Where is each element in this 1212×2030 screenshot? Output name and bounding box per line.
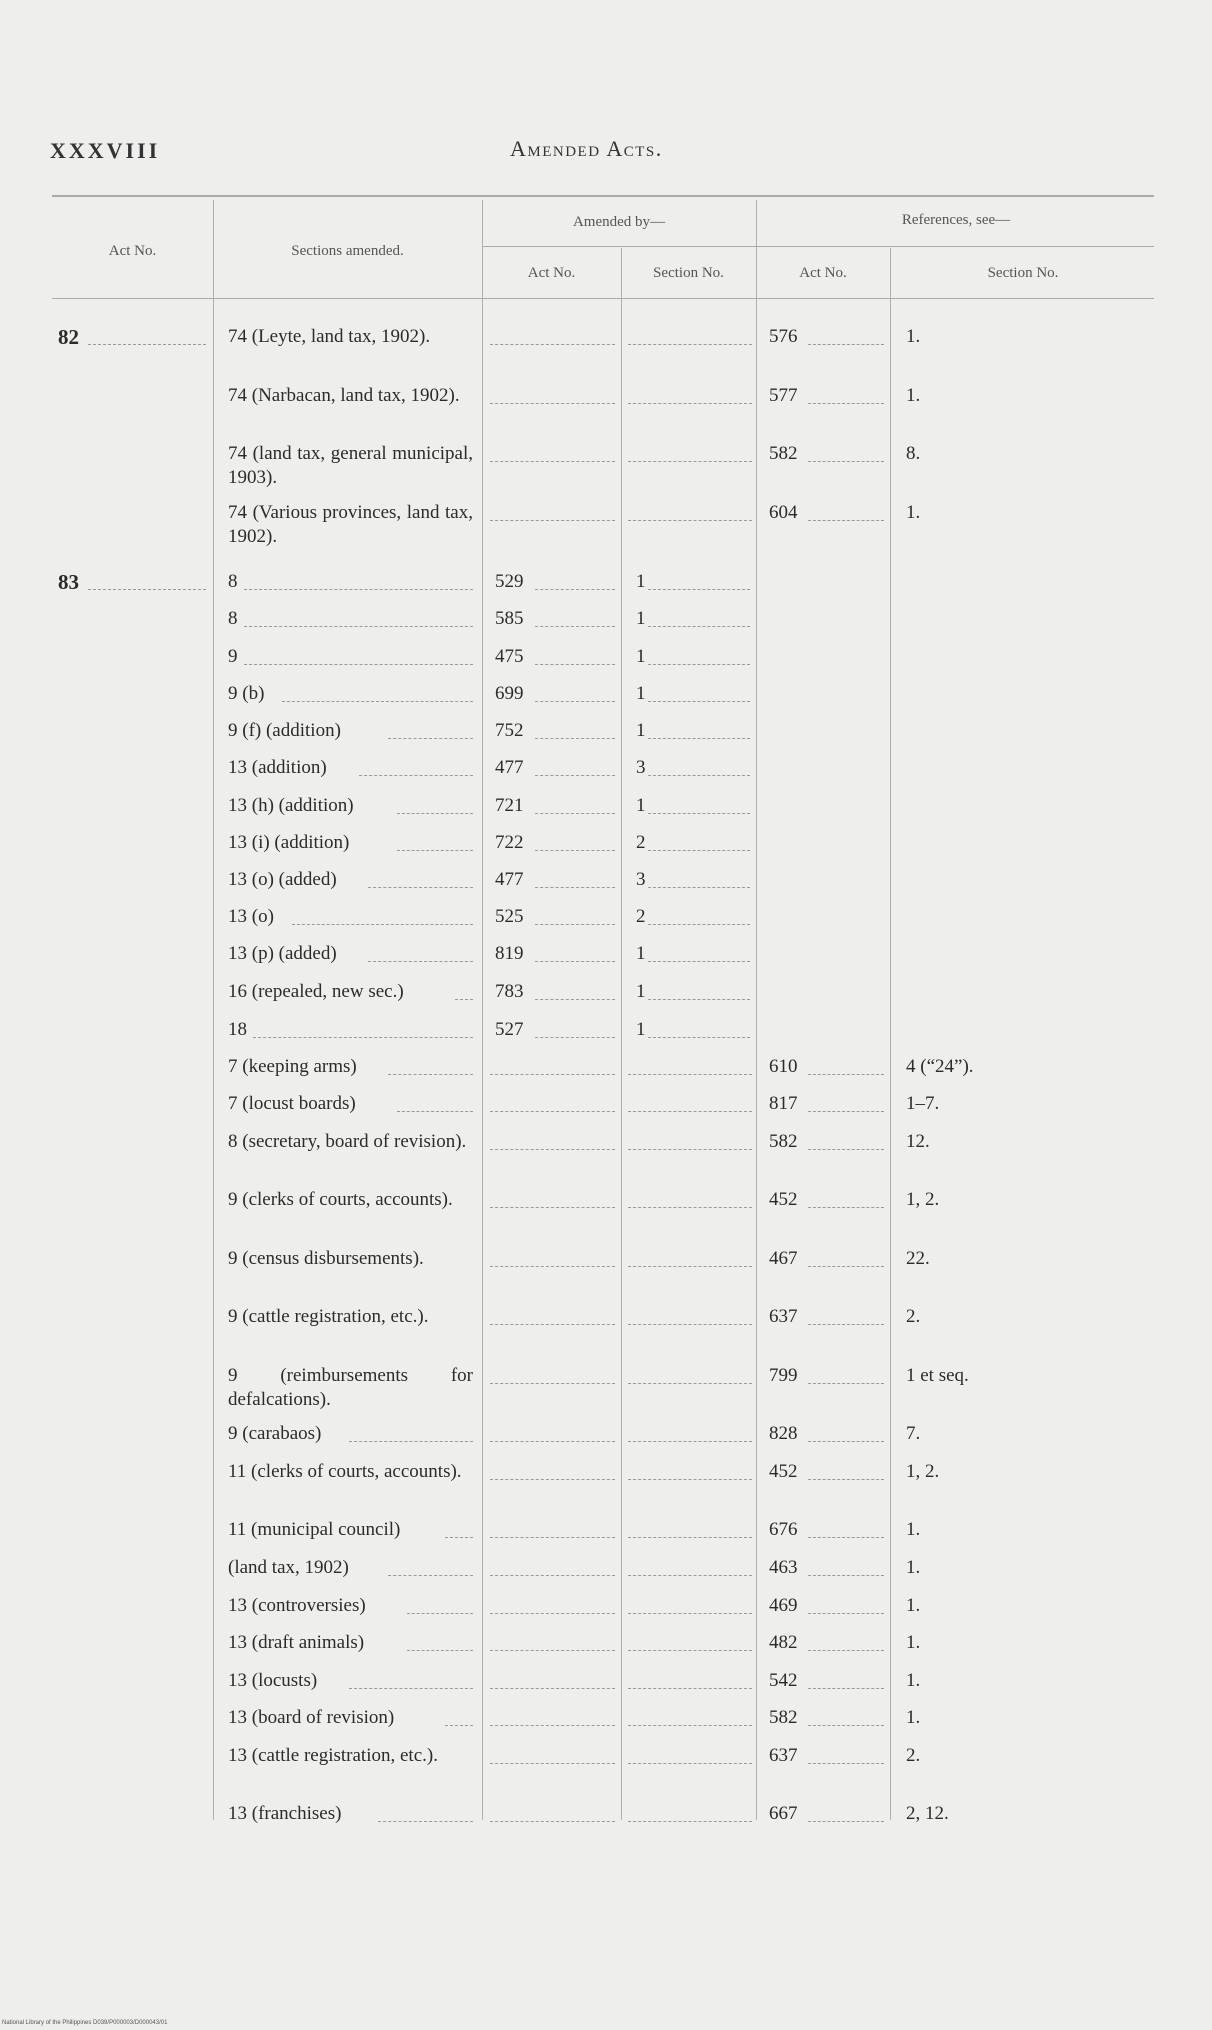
- amended-by-section-cell: 1: [636, 608, 646, 629]
- dot-leader: [490, 1688, 615, 1689]
- dot-leader: [490, 1441, 615, 1442]
- reference-act-cell: 452: [769, 1189, 798, 1210]
- dot-leader: [88, 589, 206, 590]
- dot-leader: [628, 1650, 752, 1651]
- dot-leader: [628, 1149, 752, 1150]
- header-act-no: Act No.: [108, 243, 157, 259]
- amended-by-section-cell: 2: [636, 906, 646, 927]
- dot-leader: [397, 813, 473, 814]
- reference-section-cell: 1.: [906, 326, 921, 347]
- footer-credit: National Library of the Philippines D039/P000003/D000043/01: [2, 2020, 168, 2026]
- amended-by-section-cell: 3: [636, 869, 646, 890]
- col-divider: [482, 200, 483, 1820]
- dot-leader: [808, 1383, 884, 1384]
- dot-leader: [490, 344, 615, 345]
- dot-leader: [808, 1725, 884, 1726]
- dot-leader: [490, 1207, 615, 1208]
- reference-section-cell: 1.: [906, 1707, 921, 1728]
- dot-leader: [648, 887, 750, 888]
- dot-leader: [535, 775, 615, 776]
- amended-by-act-cell: 699: [495, 683, 524, 704]
- dot-leader: [648, 589, 750, 590]
- dot-leader: [628, 1111, 752, 1112]
- header-references-section-no: Section No.: [987, 265, 1059, 281]
- reference-section-cell: 1.: [906, 502, 921, 523]
- section-amended-cell: 9 (carabaos): [228, 1423, 322, 1444]
- section-amended-cell: 9: [228, 646, 238, 667]
- amended-by-act-cell: 722: [495, 832, 524, 853]
- dot-leader: [628, 1074, 752, 1075]
- reference-act-cell: 542: [769, 1670, 798, 1691]
- dot-leader: [808, 1074, 884, 1075]
- amended-by-act-cell: 529: [495, 571, 524, 592]
- section-amended-cell: 74 (Leyte, land tax, 1902).: [228, 326, 431, 347]
- dot-leader: [628, 1207, 752, 1208]
- reference-act-cell: 828: [769, 1423, 798, 1444]
- section-amended-cell: 7 (keeping arms): [228, 1056, 357, 1077]
- dot-leader: [490, 1111, 615, 1112]
- reference-section-cell: 2, 12.: [906, 1803, 949, 1824]
- dot-leader: [648, 701, 750, 702]
- dot-leader: [808, 403, 884, 404]
- dot-leader: [628, 403, 752, 404]
- section-amended-cell: 74 (Narbacan, land tax, 1902).: [228, 385, 460, 406]
- section-amended-cell: 13 (cattle registration, etc.).: [228, 1745, 438, 1766]
- dot-leader: [808, 1688, 884, 1689]
- dot-leader: [628, 1821, 752, 1822]
- section-amended-cell: 13 (franchises): [228, 1803, 342, 1824]
- reference-section-cell: 1.: [906, 1557, 921, 1578]
- dot-leader: [808, 1821, 884, 1822]
- dot-leader: [628, 1613, 752, 1614]
- dot-leader: [388, 1575, 473, 1576]
- amended-by-act-cell: 752: [495, 720, 524, 741]
- subheader-rule: [482, 246, 1154, 247]
- dot-leader: [628, 1688, 752, 1689]
- amended-by-section-cell: 1: [636, 646, 646, 667]
- section-amended-cell: 8: [228, 608, 238, 629]
- table-header-rule: [52, 298, 1154, 299]
- amended-by-act-cell: 527: [495, 1019, 524, 1040]
- dot-leader: [648, 1037, 750, 1038]
- amended-by-act-cell: 475: [495, 646, 524, 667]
- dot-leader: [535, 589, 615, 590]
- dot-leader: [490, 403, 615, 404]
- dot-leader: [368, 961, 473, 962]
- reference-act-cell: 576: [769, 326, 798, 347]
- reference-act-cell: 799: [769, 1365, 798, 1386]
- reference-act-cell: 610: [769, 1056, 798, 1077]
- section-amended-cell: 13 (h) (addition): [228, 795, 354, 816]
- dot-leader: [648, 924, 750, 925]
- reference-section-cell: 1–7.: [906, 1093, 940, 1114]
- reference-act-cell: 667: [769, 1803, 798, 1824]
- reference-section-cell: 1.: [906, 1670, 921, 1691]
- reference-act-cell: 463: [769, 1557, 798, 1578]
- section-amended-cell: 7 (locust boards): [228, 1093, 356, 1114]
- section-amended-cell: 8: [228, 571, 238, 592]
- section-amended-cell: 13 (addition): [228, 757, 327, 778]
- dot-leader: [535, 850, 615, 851]
- dot-leader: [490, 1266, 615, 1267]
- table-top-rule: [52, 195, 1154, 197]
- amended-by-act-cell: 525: [495, 906, 524, 927]
- dot-leader: [648, 664, 750, 665]
- dot-leader: [535, 626, 615, 627]
- reference-act-cell: 582: [769, 443, 798, 464]
- reference-act-cell: 582: [769, 1707, 798, 1728]
- reference-section-cell: 1.: [906, 1519, 921, 1540]
- page-title: Amended Acts.: [510, 136, 663, 161]
- dot-leader: [628, 1479, 752, 1480]
- section-amended-cell: (land tax, 1902): [228, 1557, 349, 1578]
- dot-leader: [359, 775, 473, 776]
- header-amended-by-act-no: Act No.: [527, 265, 576, 281]
- amended-by-act-cell: 477: [495, 757, 524, 778]
- dot-leader: [808, 344, 884, 345]
- dot-leader: [388, 738, 473, 739]
- dot-leader: [628, 1383, 752, 1384]
- dot-leader: [628, 1537, 752, 1538]
- dot-leader: [349, 1688, 473, 1689]
- reference-section-cell: 1, 2.: [906, 1189, 940, 1210]
- reference-section-cell: 1.: [906, 385, 921, 406]
- reference-section-cell: 1 et seq.: [906, 1365, 969, 1386]
- reference-act-cell: 676: [769, 1519, 798, 1540]
- dot-leader: [648, 813, 750, 814]
- col-divider: [213, 200, 214, 1820]
- dot-leader: [808, 1149, 884, 1150]
- header-sections-amended: Sections amended.: [291, 243, 404, 259]
- dot-leader: [397, 850, 473, 851]
- amended-by-section-cell: 2: [636, 832, 646, 853]
- reference-section-cell: 2.: [906, 1306, 921, 1327]
- dot-leader: [368, 887, 473, 888]
- dot-leader: [808, 520, 884, 521]
- section-amended-cell: 13 (controversies): [228, 1595, 366, 1616]
- dot-leader: [490, 520, 615, 521]
- dot-leader: [628, 344, 752, 345]
- dot-leader: [628, 461, 752, 462]
- reference-act-cell: 637: [769, 1306, 798, 1327]
- dot-leader: [628, 1324, 752, 1325]
- dot-leader: [490, 1383, 615, 1384]
- amended-by-section-cell: 1: [636, 571, 646, 592]
- dot-leader: [490, 1725, 615, 1726]
- dot-leader: [808, 1207, 884, 1208]
- dot-leader: [490, 1575, 615, 1576]
- amended-by-act-cell: 477: [495, 869, 524, 890]
- dot-leader: [808, 1613, 884, 1614]
- reference-act-cell: 577: [769, 385, 798, 406]
- section-amended-cell: 13 (draft animals): [228, 1632, 365, 1653]
- dot-leader: [628, 1441, 752, 1442]
- dot-leader: [628, 1725, 752, 1726]
- dot-leader: [88, 344, 206, 345]
- dot-leader: [648, 775, 750, 776]
- dot-leader: [648, 999, 750, 1000]
- dot-leader: [628, 1575, 752, 1576]
- dot-leader: [253, 1037, 473, 1038]
- dot-leader: [490, 1479, 615, 1480]
- reference-act-cell: 817: [769, 1093, 798, 1114]
- dot-leader: [244, 589, 473, 590]
- dot-leader: [244, 664, 473, 665]
- amended-by-section-cell: 1: [636, 795, 646, 816]
- section-amended-cell: 74 (Various provinces, land tax, 1902).: [228, 502, 473, 547]
- dot-leader: [349, 1441, 473, 1442]
- dot-leader: [282, 701, 473, 702]
- reference-section-cell: 7.: [906, 1423, 921, 1444]
- dot-leader: [407, 1613, 473, 1614]
- dot-leader: [808, 1441, 884, 1442]
- reference-section-cell: 8.: [906, 443, 921, 464]
- section-amended-cell: 13 (i) (addition): [228, 832, 350, 853]
- dot-leader: [490, 1537, 615, 1538]
- dot-leader: [535, 887, 615, 888]
- dot-leader: [244, 626, 473, 627]
- amended-by-section-cell: 1: [636, 720, 646, 741]
- amended-by-section-cell: 1: [636, 1019, 646, 1040]
- dot-leader: [535, 813, 615, 814]
- amended-by-act-cell: 783: [495, 981, 524, 1002]
- amended-by-section-cell: 1: [636, 981, 646, 1002]
- dot-leader: [808, 1575, 884, 1576]
- dot-leader: [535, 961, 615, 962]
- section-amended-cell: 16 (repealed, new sec.): [228, 981, 404, 1002]
- dot-leader: [628, 1266, 752, 1267]
- amended-by-act-cell: 819: [495, 943, 524, 964]
- section-amended-cell: 9 (clerks of courts, accounts).: [228, 1189, 453, 1210]
- dot-leader: [808, 461, 884, 462]
- section-amended-cell: 13 (o) (added): [228, 869, 337, 890]
- dot-leader: [388, 1074, 473, 1075]
- section-amended-cell: 13 (o): [228, 906, 274, 927]
- dot-leader: [292, 924, 473, 925]
- header-amended-by: Amended by—: [572, 214, 666, 230]
- dot-leader: [628, 520, 752, 521]
- dot-leader: [490, 1821, 615, 1822]
- dot-leader: [490, 1074, 615, 1075]
- dot-leader: [445, 1537, 473, 1538]
- dot-leader: [445, 1725, 473, 1726]
- section-amended-cell: 9 (census disbursements).: [228, 1248, 424, 1269]
- reference-section-cell: 1.: [906, 1632, 921, 1653]
- dot-leader: [648, 626, 750, 627]
- section-amended-cell: 13 (locusts): [228, 1670, 318, 1691]
- dot-leader: [490, 1149, 615, 1150]
- col-divider: [756, 200, 757, 1820]
- dot-leader: [808, 1650, 884, 1651]
- page-number: XXXVIII: [50, 138, 161, 163]
- dot-leader: [648, 738, 750, 739]
- reference-section-cell: 4 (“24”).: [906, 1056, 974, 1077]
- reference-section-cell: 1, 2.: [906, 1461, 940, 1482]
- section-amended-cell: 9 (f) (addition): [228, 720, 341, 741]
- dot-leader: [808, 1763, 884, 1764]
- dot-leader: [490, 1324, 615, 1325]
- dot-leader: [490, 1650, 615, 1651]
- reference-section-cell: 1.: [906, 1595, 921, 1616]
- dot-leader: [397, 1111, 473, 1112]
- dot-leader: [535, 664, 615, 665]
- section-amended-cell: 9 (cattle registration, etc.).: [228, 1306, 429, 1327]
- header-references-act-no: Act No.: [799, 265, 847, 281]
- dot-leader: [648, 961, 750, 962]
- dot-leader: [535, 999, 615, 1000]
- dot-leader: [407, 1650, 473, 1651]
- amended-by-section-cell: 1: [636, 683, 646, 704]
- dot-leader: [490, 461, 615, 462]
- reference-act-cell: 469: [769, 1595, 798, 1616]
- dot-leader: [535, 924, 615, 925]
- dot-leader: [490, 1613, 615, 1614]
- amended-by-section-cell: 1: [636, 943, 646, 964]
- act-number-cell: 83: [58, 570, 79, 594]
- amended-by-section-cell: 3: [636, 757, 646, 778]
- dot-leader: [535, 701, 615, 702]
- dot-leader: [648, 850, 750, 851]
- section-amended-cell: 13 (board of revision): [228, 1707, 395, 1728]
- section-amended-cell: 8 (secretary, board of revision).: [228, 1131, 467, 1152]
- reference-act-cell: 582: [769, 1131, 798, 1152]
- reference-section-cell: 2.: [906, 1745, 921, 1766]
- section-amended-cell: 9 (b): [228, 683, 265, 704]
- reference-act-cell: 637: [769, 1745, 798, 1766]
- dot-leader: [808, 1111, 884, 1112]
- amended-by-act-cell: 585: [495, 608, 524, 629]
- section-amended-cell: 11 (clerks of courts, accounts).: [228, 1461, 462, 1482]
- dot-leader: [808, 1324, 884, 1325]
- dot-leader: [808, 1266, 884, 1267]
- dot-leader: [455, 999, 473, 1000]
- reference-act-cell: 482: [769, 1632, 798, 1653]
- dot-leader: [535, 738, 615, 739]
- reference-act-cell: 452: [769, 1461, 798, 1482]
- reference-section-cell: 12.: [906, 1131, 930, 1152]
- col-divider: [890, 248, 891, 1820]
- dot-leader: [808, 1537, 884, 1538]
- dot-leader: [490, 1763, 615, 1764]
- section-amended-cell: 74 (land tax, general municipal, 1903).: [228, 443, 473, 488]
- dot-leader: [535, 1037, 615, 1038]
- act-number-cell: 82: [58, 325, 79, 349]
- section-amended-cell: 18: [228, 1019, 247, 1040]
- section-amended-cell: 9 (reimbursements for defalcations).: [228, 1365, 473, 1410]
- header-amended-by-section-no: Section No.: [653, 265, 724, 281]
- section-amended-cell: 13 (p) (added): [228, 943, 337, 964]
- reference-section-cell: 22.: [906, 1248, 930, 1269]
- dot-leader: [378, 1821, 473, 1822]
- amended-by-act-cell: 721: [495, 795, 524, 816]
- header-references: References, see—: [901, 212, 1011, 228]
- reference-act-cell: 604: [769, 502, 798, 523]
- section-amended-cell: 11 (municipal council): [228, 1519, 401, 1540]
- col-divider: [621, 248, 622, 1820]
- reference-act-cell: 467: [769, 1248, 798, 1269]
- dot-leader: [808, 1479, 884, 1480]
- dot-leader: [628, 1763, 752, 1764]
